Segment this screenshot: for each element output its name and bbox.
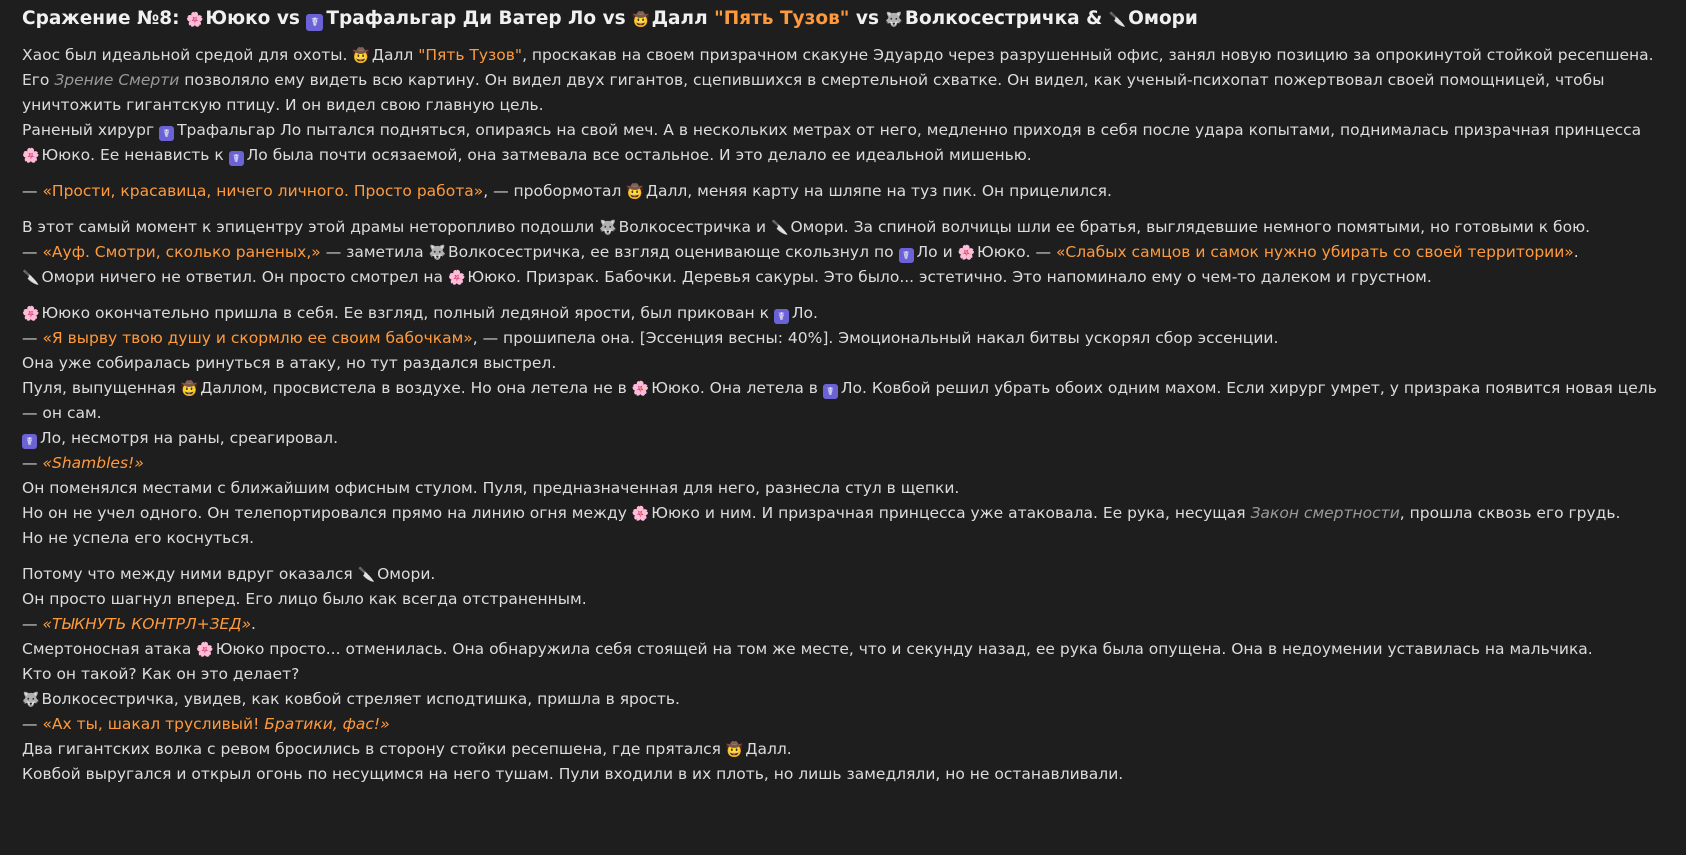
- caduceus-icon: ☤: [899, 248, 914, 263]
- cherry-blossom-icon: 🌸: [631, 506, 650, 522]
- caduceus-icon: ☤: [159, 126, 174, 141]
- text-line: Раненый хирург ☤ Трафальгар Ло пытался подняться, опираясь на свой меч. А в нескольких метрах от него, медленно приходя в себя после удара копытами, поднималась призрачная принцесса 🌸 Ююко. Ее ненависть к ☤ Ло была почти осязаемой, она затмевала все остальное. И это делало ее идеальной мишенью.: [22, 121, 1642, 165]
- cherry-blossom-icon: 🌸: [447, 270, 466, 286]
- wolf-icon: 🐺: [22, 692, 40, 708]
- cherry-blossom-icon: 🌸: [957, 245, 976, 261]
- paragraph-5: [22, 562, 1664, 787]
- cowboy-icon: 🤠: [352, 48, 370, 64]
- caduceus-icon: ☤: [22, 434, 37, 449]
- text-line: Смертоносная атака 🌸 Ююко просто... отменилась. Она обнаружила себя стоящей на том же месте, что и секунду назад, ее рука была опущена. Она в недоумении уставилась на мальчика.: [22, 640, 1593, 658]
- text-line: Ковбой выругался и открыл огонь по несущимся на него тушам. Пули входили в их плоть, но лишь замедляли, но не останавливали.: [22, 765, 1124, 783]
- knife-icon: 🔪: [22, 270, 40, 286]
- text-line: Кто он такой? Как он это делает?: [22, 665, 300, 683]
- text-line: Два гигантских волка с ревом бросились в сторону стойки ресепшена, где прятался 🤠 Далл.: [22, 740, 792, 758]
- knife-icon: 🔪: [1108, 12, 1127, 28]
- text-line: 🐺 Волкосестричка, увидев, как ковбой стреляет исподтишка, пришла в ярость.: [22, 690, 680, 708]
- text-line: Он поменялся местами с ближайшим офисным стулом. Пуля, предназначенная для него, разнесла стул в щепки.: [22, 479, 960, 497]
- cherry-blossom-icon: 🌸: [22, 306, 40, 322]
- caduceus-icon: ☤: [774, 309, 789, 324]
- cowboy-icon: 🤠: [725, 742, 744, 758]
- caduceus-icon: ☤: [823, 384, 838, 399]
- knife-icon: 🔪: [771, 220, 789, 236]
- caduceus-icon: ☤: [306, 14, 323, 31]
- text-line: Он просто шагнул вперед. Его лицо было как всегда отстраненным.: [22, 590, 587, 608]
- paragraph-4: [22, 301, 1664, 551]
- paragraph-1: [22, 43, 1664, 168]
- paragraph-3: [22, 215, 1664, 290]
- text-line: Потому что между ними вдруг оказался 🔪 Омори.: [22, 565, 436, 583]
- text-line: Но он не учел одного. Он телепортировался прямо на линию огня между 🌸 Ююко и ним. И призрачная принцесса уже атаковала. Ее рука, несущая Закон смертности, прошла сквозь его грудь.: [22, 504, 1621, 522]
- text-line: — «ТЫКНУТЬ КОНТРЛ+ЗЕД».: [22, 615, 256, 633]
- cherry-blossom-icon: 🌸: [22, 148, 40, 164]
- text-line: Она уже собиралась ринуться в атаку, но тут раздался выстрел.: [22, 354, 557, 372]
- cowboy-icon: 🤠: [180, 381, 199, 397]
- text-line: — «Прости, красавица, ничего личного. Просто работа», — пробормотал 🤠 Далл, меняя карту на шляпе на туз пик. Он прицелился.: [22, 182, 1112, 200]
- wolf-icon: 🐺: [428, 245, 446, 261]
- text-line: 🌸 Ююко окончательно пришла в себя. Ее взгляд, полный ледяной ярости, был прикован к ☤ Ло.: [22, 304, 818, 323]
- battle-title: Сражение №8: 🌸 Ююко vs ☤ Трафальгар Ди Ватер Ло vs 🤠 Далл "Пять Тузов" vs 🐺 Волкосестричка & 🔪 Омори: [22, 8, 1198, 29]
- wolf-icon: 🐺: [885, 12, 903, 28]
- text-line: — «Shambles!»: [22, 454, 144, 472]
- text-line: — «Я вырву твою душу и скормлю ее своим бабочкам», — прошипела она. [Эссенция весны: 40%]. Эмоциональный накал битвы ускорял сбор эссенции.: [22, 329, 1279, 347]
- text-line: Пуля, выпущенная 🤠 Даллом, просвистела в воздухе. Но она летела не в 🌸 Ююко. Она летела в ☤ Ло. Ковбой решил убрать обоих одним махом. Если хирург умрет, у призрака появится новая цель — он сам.: [22, 379, 1657, 422]
- cherry-blossom-icon: 🌸: [631, 381, 650, 397]
- text-line: Но не успела его коснуться.: [22, 529, 255, 547]
- text-line: — «Ах ты, шакал трусливый! Братики, фас!»: [22, 715, 390, 733]
- cowboy-icon: 🤠: [632, 12, 650, 28]
- text-line: В этот самый момент к эпицентру этой драмы неторопливо подошли 🐺 Волкосестричка и 🔪 Омори. За спиной волчицы шли ее братья, выглядевшие немного помятыми, но готовыми к бою.: [22, 218, 1591, 236]
- paragraph-2: [22, 179, 1664, 204]
- text-line: ☤ Ло, несмотря на раны, среагировал.: [22, 426, 1664, 451]
- text-line: 🔪 Омори ничего не ответил. Он просто смотрел на 🌸 Ююко. Призрак. Бабочки. Деревья сакуры. Это было... эстетично. Это напоминало ему о чем-то далеком и грустном.: [22, 268, 1432, 286]
- text-line: Хаос был идеальной средой для охоты. 🤠 Далл "Пять Тузов", проскакав на своем призрачном скакуне Эдуардо через разрушенный офис, занял новую позицию за опрокинутой стойкой ресепшена. Его Зрение Смерти позволяло ему видеть всю картину. Он видел двух гигантов, сцепившихся в смертельной схватке. Он видел, как ученый-психопат пожертвовал своей помощницей, чтобы уничтожить гигантскую птицу. И он видел свою главную цель.: [22, 46, 1654, 114]
- wolf-icon: 🐺: [599, 220, 617, 236]
- text-line: — «Ауф. Смотри, сколько раненых,» — заметила 🐺 Волкосестричка, ее взгляд оценивающе скользнул по ☤ Ло и 🌸 Ююко. — «Слабых самцов и самок нужно убирать со своей территории».: [22, 243, 1579, 262]
- caduceus-icon: ☤: [229, 151, 244, 166]
- knife-icon: 🔪: [357, 567, 376, 583]
- cherry-blossom-icon: 🌸: [196, 642, 214, 658]
- cowboy-icon: 🤠: [626, 184, 644, 200]
- cherry-blossom-icon: 🌸: [185, 12, 204, 28]
